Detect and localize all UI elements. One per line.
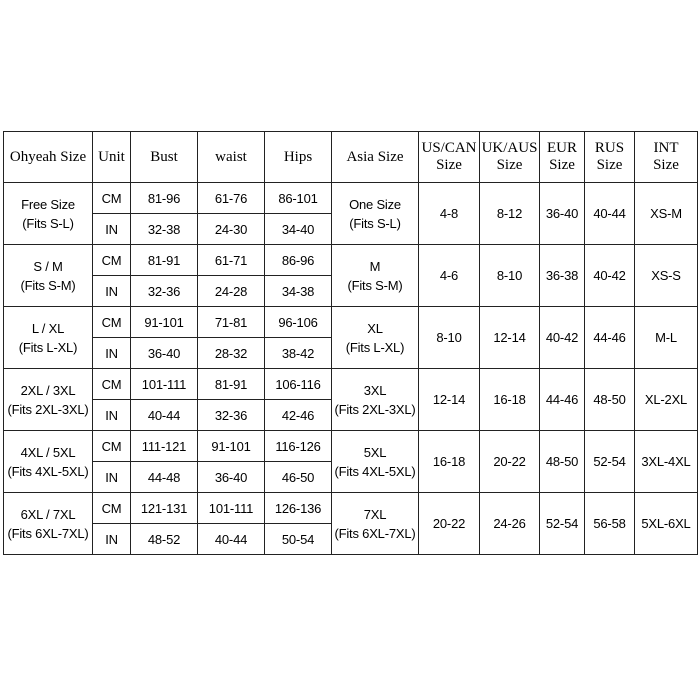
asia-size-cell: [332, 307, 419, 369]
us-can-size-value: 4-8: [439, 206, 459, 221]
int-size-value: 3XL-4XL: [641, 454, 691, 469]
waist-in-value: 36-40: [214, 469, 248, 485]
size-name: S / M: [33, 258, 63, 274]
hips-cm-value: 116-126: [275, 438, 321, 454]
header-us-can-size: US/CAN Size: [419, 132, 480, 183]
us-can-size-value: 16-18: [432, 454, 466, 469]
waist-cm-cell: [198, 493, 265, 524]
bust-cm-value: 81-96: [147, 190, 181, 206]
size-fits: (Fits 6XL-7XL): [7, 525, 89, 541]
unit-cm-cell: [93, 369, 131, 400]
unit-in-value: IN: [105, 531, 118, 547]
bust-cm-value: 81-91: [147, 252, 181, 268]
hips-in-cell: [265, 214, 332, 245]
waist-cm-cell: [198, 431, 265, 462]
unit-in-value: IN: [105, 283, 118, 299]
waist-cm-cell: [198, 369, 265, 400]
rus-size-value: 48-50: [593, 392, 626, 407]
hips-in-value: 38-42: [281, 345, 315, 361]
hips-in-cell: [265, 400, 332, 431]
waist-in-cell: [198, 276, 265, 307]
unit-in-cell: [93, 214, 131, 245]
hips-cm-cell: [265, 493, 332, 524]
waist-cm-cell: [198, 183, 265, 214]
bust-in-value: 36-40: [147, 345, 181, 361]
header-row: [4, 132, 698, 183]
bust-in-cell: [131, 338, 198, 369]
unit-cm-value: CM: [101, 438, 122, 454]
bust-in-cell: [131, 214, 198, 245]
uk-aus-size-value: 24-26: [493, 516, 526, 531]
uk-aus-size-cell: [480, 307, 540, 369]
eur-size-cell: [540, 493, 585, 555]
unit-in-cell: [93, 524, 131, 555]
waist-in-value: 28-32: [214, 345, 248, 361]
waist-in-value: 24-30: [214, 221, 248, 237]
unit-cm-value: CM: [101, 376, 122, 392]
eur-size-cell: [540, 307, 585, 369]
bust-cm-cell: [131, 493, 198, 524]
bust-in-cell: [131, 276, 198, 307]
hips-in-cell: [265, 462, 332, 493]
bust-in-value: 32-38: [147, 221, 181, 237]
int-size-cell: [635, 245, 698, 307]
size-name: 2XL / 3XL: [20, 382, 76, 398]
header-bust: Bust: [131, 132, 198, 183]
unit-in-cell: [93, 338, 131, 369]
int-size-cell: [635, 183, 698, 245]
unit-in-value: IN: [105, 221, 118, 237]
unit-in-cell: [93, 276, 131, 307]
bust-cm-cell: [131, 431, 198, 462]
rus-size-cell: [585, 307, 635, 369]
eur-size-value: 40-42: [545, 330, 579, 345]
header-int-size: INT Size: [635, 132, 698, 183]
asia-size-fits: (Fits L-XL): [345, 339, 405, 355]
int-size-cell: [635, 493, 698, 555]
hips-in-value: 34-38: [281, 283, 315, 299]
us-can-size-cell: [419, 183, 480, 245]
int-size-cell: [635, 369, 698, 431]
hips-cm-cell: [265, 183, 332, 214]
bust-cm-value: 91-101: [144, 314, 184, 330]
us-can-size-cell: [419, 431, 480, 493]
waist-cm-value: 101-111: [208, 500, 254, 516]
size-fits: (Fits S-L): [22, 215, 74, 231]
header-uk-aus-size: UK/AUS Size: [480, 132, 540, 183]
hips-cm-cell: [265, 307, 332, 338]
hips-in-value: 50-54: [281, 531, 315, 547]
header-ohyeah-size: Ohyeah Size: [4, 132, 93, 183]
eur-size-value: 52-54: [545, 516, 579, 531]
int-size-value: XS-M: [650, 206, 682, 221]
asia-size-fits: (Fits 4XL-5XL): [334, 463, 416, 479]
uk-aus-size-value: 8-12: [496, 206, 523, 221]
size-row-cm: [4, 431, 698, 462]
hips-in-value: 42-46: [281, 407, 315, 423]
asia-size-fits: (Fits 6XL-7XL): [334, 525, 416, 541]
unit-cm-value: CM: [101, 252, 122, 268]
bust-cm-value: 101-111: [141, 376, 187, 392]
rus-size-value: 56-58: [593, 516, 626, 531]
unit-in-cell: [93, 400, 131, 431]
asia-size-fits: (Fits S-M): [347, 277, 403, 293]
bust-cm-cell: [131, 245, 198, 276]
asia-size-fits: (Fits S-L): [349, 215, 401, 231]
hips-in-value: 46-50: [281, 469, 315, 485]
us-can-size-value: 4-6: [439, 268, 459, 283]
waist-cm-value: 81-91: [214, 376, 248, 392]
eur-size-cell: [540, 369, 585, 431]
hips-cm-value: 86-101: [278, 190, 318, 206]
hips-cm-cell: [265, 369, 332, 400]
waist-cm-value: 61-76: [214, 190, 248, 206]
unit-cm-cell: [93, 183, 131, 214]
size-fits: (Fits L-XL): [18, 339, 78, 355]
size-name-cell: [4, 183, 93, 245]
int-size-cell: [635, 307, 698, 369]
size-fits: (Fits S-M): [20, 277, 76, 293]
eur-size-cell: [540, 431, 585, 493]
asia-size-cell: [332, 431, 419, 493]
us-can-size-value: 8-10: [436, 330, 462, 345]
waist-in-cell: [198, 524, 265, 555]
bust-in-value: 48-52: [147, 531, 181, 547]
unit-in-cell: [93, 462, 131, 493]
hips-cm-value: 96-106: [278, 314, 318, 330]
hips-in-cell: [265, 524, 332, 555]
rus-size-value: 44-46: [593, 330, 626, 345]
uk-aus-size-value: 20-22: [493, 454, 526, 469]
us-can-size-cell: [419, 493, 480, 555]
size-name: Free Size: [21, 196, 75, 212]
uk-aus-size-value: 16-18: [493, 392, 526, 407]
rus-size-cell: [585, 245, 635, 307]
asia-size-cell: [332, 493, 419, 555]
hips-cm-cell: [265, 431, 332, 462]
bust-in-value: 32-36: [147, 283, 181, 299]
size-chart-body: [4, 183, 698, 555]
hips-in-value: 34-40: [281, 221, 315, 237]
size-name: 6XL / 7XL: [20, 506, 76, 522]
rus-size-cell: [585, 183, 635, 245]
bust-in-cell: [131, 462, 198, 493]
us-can-size-value: 20-22: [432, 516, 466, 531]
waist-cm-value: 91-101: [211, 438, 251, 454]
size-row-cm: [4, 493, 698, 524]
hips-in-cell: [265, 276, 332, 307]
size-row-cm: [4, 183, 698, 214]
us-can-size-cell: [419, 245, 480, 307]
header-waist: waist: [198, 132, 265, 183]
us-can-size-cell: [419, 369, 480, 431]
unit-in-value: IN: [105, 345, 118, 361]
size-name: 4XL / 5XL: [20, 444, 76, 460]
header-rus-size: RUS Size: [585, 132, 635, 183]
unit-cm-value: CM: [101, 314, 122, 330]
size-row-cm: [4, 307, 698, 338]
asia-size-name: 3XL: [363, 382, 387, 398]
unit-cm-cell: [93, 307, 131, 338]
header-eur-size: EUR Size: [540, 132, 585, 183]
waist-cm-cell: [198, 307, 265, 338]
us-can-size-cell: [419, 307, 480, 369]
uk-aus-size-cell: [480, 431, 540, 493]
eur-size-value: 36-38: [545, 268, 579, 283]
header-asia-size: Asia Size: [332, 132, 419, 183]
bust-cm-value: 111-121: [141, 438, 187, 454]
hips-cm-value: 86-96: [281, 252, 315, 268]
bust-in-value: 44-48: [147, 469, 181, 485]
size-fits: (Fits 4XL-5XL): [7, 463, 89, 479]
asia-size-name: 5XL: [363, 444, 387, 460]
unit-cm-value: CM: [101, 190, 122, 206]
asia-size-cell: [332, 245, 419, 307]
bust-in-cell: [131, 524, 198, 555]
bust-cm-cell: [131, 307, 198, 338]
rus-size-cell: [585, 431, 635, 493]
size-name-cell: [4, 493, 93, 555]
int-size-value: M-L: [655, 330, 677, 345]
header-hips: Hips: [265, 132, 332, 183]
unit-cm-cell: [93, 493, 131, 524]
size-name-cell: [4, 245, 93, 307]
asia-size-name: XL: [367, 320, 383, 336]
uk-aus-size-value: 12-14: [493, 330, 526, 345]
waist-cm-value: 61-71: [214, 252, 248, 268]
rus-size-cell: [585, 369, 635, 431]
hips-cm-value: 106-116: [275, 376, 321, 392]
waist-cm-cell: [198, 245, 265, 276]
unit-cm-value: CM: [101, 500, 122, 516]
unit-cm-cell: [93, 431, 131, 462]
asia-size-fits: (Fits 2XL-3XL): [334, 401, 416, 417]
int-size-value: 5XL-6XL: [641, 516, 691, 531]
eur-size-value: 44-46: [545, 392, 579, 407]
unit-in-value: IN: [105, 407, 118, 423]
waist-in-cell: [198, 338, 265, 369]
hips-cm-cell: [265, 245, 332, 276]
unit-cm-cell: [93, 245, 131, 276]
waist-in-cell: [198, 400, 265, 431]
asia-size-name: M: [369, 258, 381, 274]
waist-in-cell: [198, 214, 265, 245]
hips-in-cell: [265, 338, 332, 369]
asia-size-name: 7XL: [363, 506, 387, 522]
size-name-cell: [4, 307, 93, 369]
int-size-value: XL-2XL: [644, 392, 688, 407]
waist-in-value: 32-36: [214, 407, 248, 423]
rus-size-value: 52-54: [593, 454, 626, 469]
uk-aus-size-cell: [480, 245, 540, 307]
size-name: L / XL: [31, 320, 65, 336]
int-size-cell: [635, 431, 698, 493]
bust-cm-cell: [131, 183, 198, 214]
header-unit: Unit: [93, 132, 131, 183]
size-row-cm: [4, 245, 698, 276]
waist-in-cell: [198, 462, 265, 493]
uk-aus-size-value: 8-10: [496, 268, 523, 283]
waist-cm-value: 71-81: [214, 314, 248, 330]
size-name-cell: [4, 431, 93, 493]
size-name-cell: [4, 369, 93, 431]
asia-size-cell: [332, 369, 419, 431]
size-fits: (Fits 2XL-3XL): [7, 401, 89, 417]
bust-in-value: 40-44: [147, 407, 181, 423]
uk-aus-size-cell: [480, 493, 540, 555]
hips-cm-value: 126-136: [274, 500, 322, 516]
eur-size-cell: [540, 245, 585, 307]
bust-cm-cell: [131, 369, 198, 400]
asia-size-name: One Size: [349, 196, 401, 212]
size-row-cm: [4, 369, 698, 400]
asia-size-cell: [332, 183, 419, 245]
eur-size-cell: [540, 183, 585, 245]
waist-in-value: 24-28: [214, 283, 248, 299]
waist-in-value: 40-44: [214, 531, 248, 547]
uk-aus-size-cell: [480, 369, 540, 431]
unit-in-value: IN: [105, 469, 118, 485]
bust-in-cell: [131, 400, 198, 431]
rus-size-value: 40-42: [593, 268, 626, 283]
bust-cm-value: 121-131: [140, 500, 188, 516]
size-chart-table: [3, 131, 698, 555]
us-can-size-value: 12-14: [432, 392, 466, 407]
int-size-value: XS-S: [651, 268, 681, 283]
eur-size-value: 36-40: [545, 206, 579, 221]
rus-size-value: 40-44: [593, 206, 626, 221]
eur-size-value: 48-50: [545, 454, 579, 469]
rus-size-cell: [585, 493, 635, 555]
uk-aus-size-cell: [480, 183, 540, 245]
